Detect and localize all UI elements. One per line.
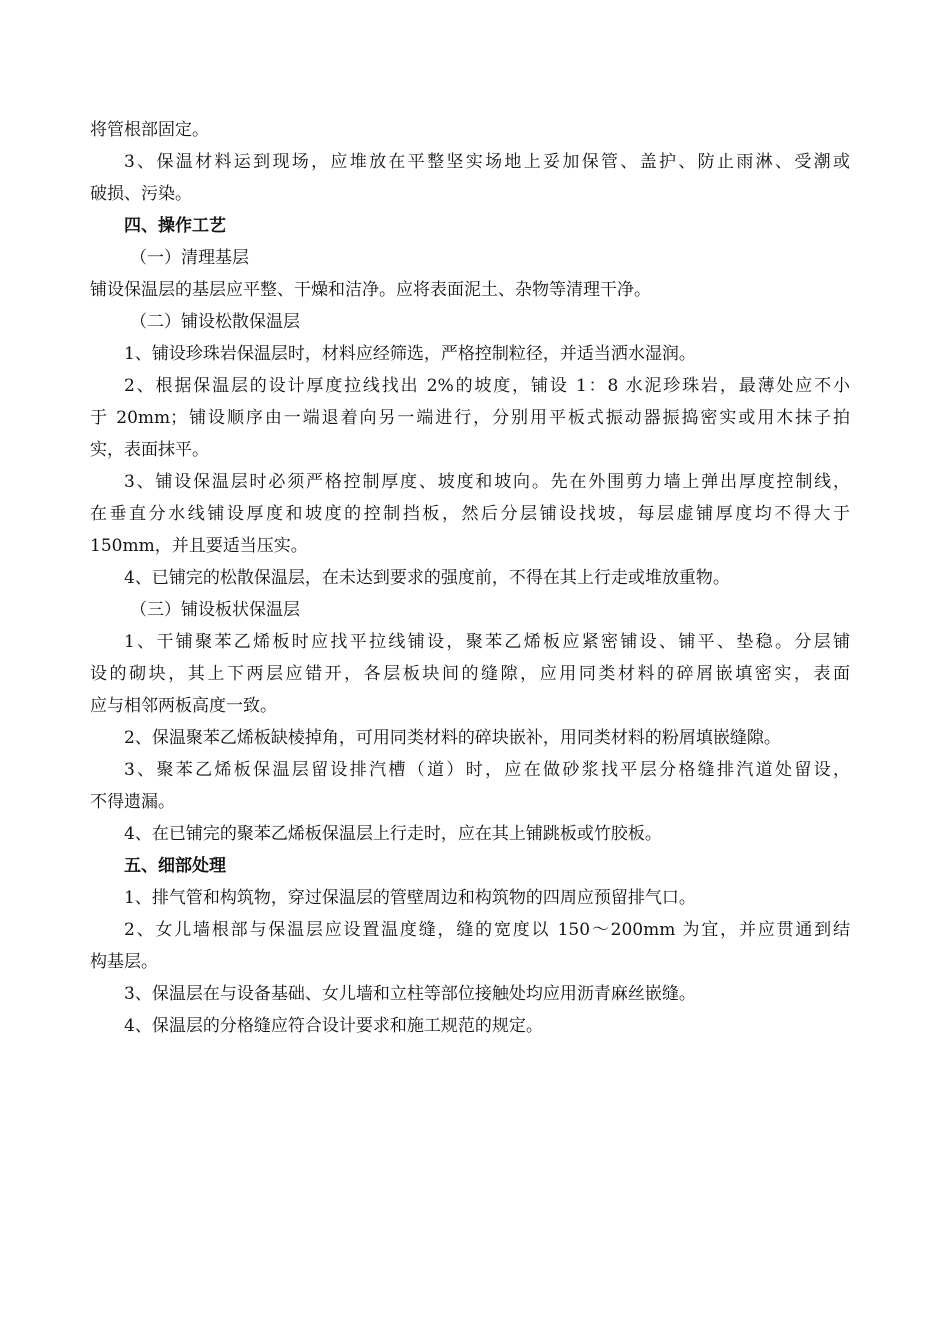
paragraph-line: 2、女儿墙根部与保温层应设置温度缝，缝的宽度以 150～200mm 为宜，并应贯通到结 [124,920,850,940]
paragraph-line: 2、根据保温层的设计厚度拉线找出 2%的坡度，铺设 1：8 水泥珍珠岩，最薄处应不小 [124,376,850,396]
paragraph-line: 1、铺设珍珠岩保温层时，材料应经筛选，严格控制粒径，并适当洒水湿润。 [124,344,696,364]
section-heading-operation: 四、操作工艺 [124,216,226,236]
paragraph-line: 于 20mm；铺设顺序由一端退着向另一端进行，分别用平板式振动器振捣密实或用木抹子拍 [90,408,850,428]
paragraph-line: 构基层。 [90,952,158,972]
paragraph-line: 4、已铺完的松散保温层，在未达到要求的强度前，不得在其上行走或堆放重物。 [124,568,730,588]
paragraph-line: 3、保温材料运到现场，应堆放在平整坚实场地上妥加保管、盖护、防止雨淋、受潮或 [124,152,850,172]
paragraph-line: 1、干铺聚苯乙烯板时应找平拉线铺设，聚苯乙烯板应紧密铺设、铺平、垫稳。分层铺 [124,632,850,652]
paragraph-line: 不得遗漏。 [90,792,175,812]
paragraph-line: 实，表面抹平。 [90,440,209,460]
subsection-heading: （三）铺设板状保温层 [130,600,300,620]
paragraph-line: 2、保温聚苯乙烯板缺棱掉角，可用同类材料的碎块嵌补，用同类材料的粉屑填嵌缝隙。 [124,728,781,748]
paragraph-line: 在垂直分水线铺设厚度和坡度的控制挡板，然后分层铺设找坡，每层虚铺厚度均不得大于 [90,504,850,524]
paragraph-line: 4、在已铺完的聚苯乙烯板保温层上行走时，应在其上铺跳板或竹胶板。 [124,824,662,844]
paragraph-line: 3、聚苯乙烯板保温层留设排汽槽（道）时，应在做砂浆找平层分格缝排汽道处留设， [124,760,850,780]
paragraph-line: 3、铺设保温层时必须严格控制厚度、坡度和坡向。先在外围剪力墙上弹出厚度控制线， [124,472,850,492]
document-page [90,114,850,1042]
paragraph-line: 应与相邻两板高度一致。 [90,696,277,716]
paragraph-line: 将管根部固定。 [90,120,209,140]
paragraph-line: 破损、污染。 [90,184,192,204]
subsection-heading: （二）铺设松散保温层 [130,312,300,332]
subsection-heading: （一）清理基层 [130,248,249,268]
paragraph-line: 设的砌块，其上下两层应错开，各层板块间的缝隙，应用同类材料的碎屑嵌填密实，表面 [90,664,850,684]
paragraph-line: 4、保温层的分格缝应符合设计要求和施工规范的规定。 [124,1016,543,1036]
paragraph-line: 3、保温层在与设备基础、女儿墙和立柱等部位接触处均应用沥青麻丝嵌缝。 [124,984,696,1004]
section-heading-details: 五、细部处理 [124,856,226,876]
paragraph-line: 铺设保温层的基层应平整、干燥和洁净。应将表面泥土、杂物等清理干净。 [90,280,651,300]
paragraph-line: 150mm，并且要适当压实。 [90,536,308,556]
paragraph-line: 1、排气管和构筑物，穿过保温层的管壁周边和构筑物的四周应预留排气口。 [124,888,696,908]
